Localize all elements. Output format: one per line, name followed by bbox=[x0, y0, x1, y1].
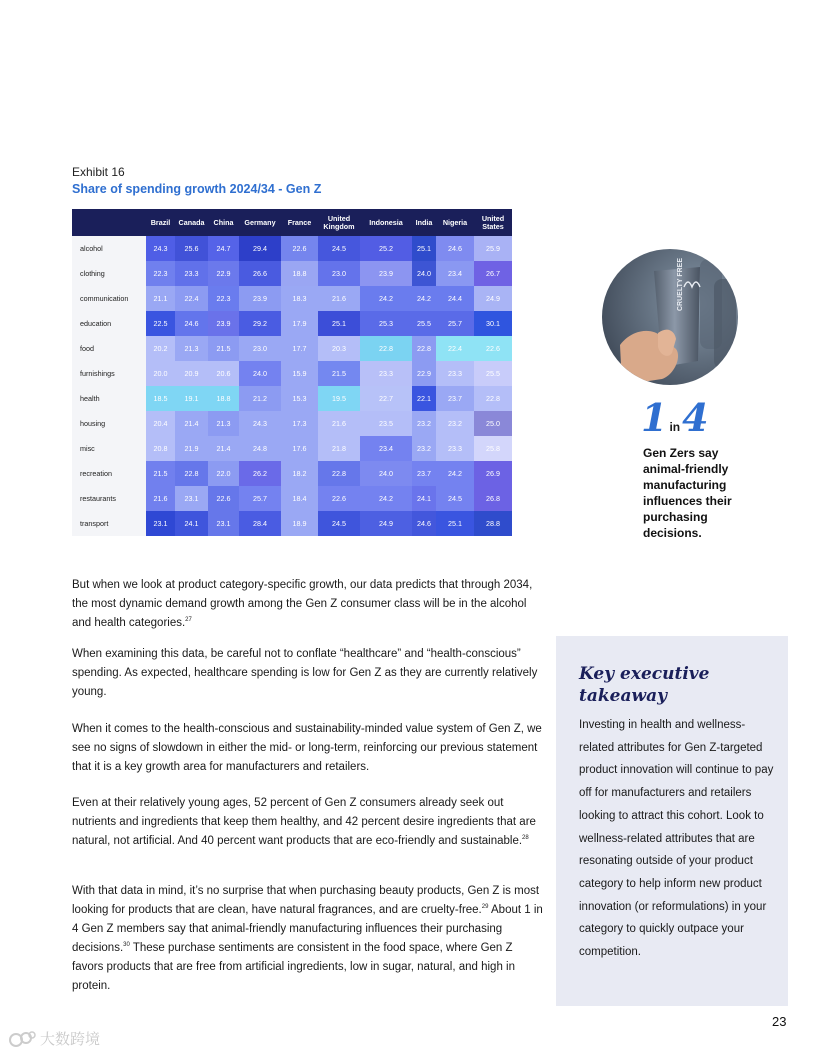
heatmap-cell: 21.4 bbox=[175, 411, 208, 436]
heatmap-cell: 21.2 bbox=[239, 386, 281, 411]
page-number: 23 bbox=[772, 1014, 787, 1029]
heatmap-cell: 24.2 bbox=[360, 486, 412, 511]
row-label: communication bbox=[72, 286, 146, 311]
heatmap-cell: 21.6 bbox=[318, 286, 360, 311]
heatmap-cell: 24.2 bbox=[360, 286, 412, 311]
cruelty-free-product-photo bbox=[602, 249, 738, 385]
heatmap-cell: 22.8 bbox=[474, 386, 512, 411]
heatmap-body bbox=[72, 236, 512, 536]
footnote-ref: 30 bbox=[123, 942, 130, 949]
heatmap-cell: 17.3 bbox=[281, 411, 318, 436]
heatmap-cell: 18.8 bbox=[281, 261, 318, 286]
heatmap-cell: 25.6 bbox=[175, 236, 208, 261]
heatmap-cell: 18.4 bbox=[281, 486, 318, 511]
takeaway-body: Investing in health and wellness-related attributes for Gen Z-targeted product innovation will continue to pay off for manufacturers and retailers looking to attract this cohort. Look to wellness-related attributes that are resonating outside of your product category to help inform new product innovation (or reformulations) in your category to quickly outpace your competition. bbox=[579, 719, 774, 959]
heatmap-cell: 22.0 bbox=[208, 461, 239, 486]
stat-caption: Gen Zers say animal-friendly manufacturing influences their purchasing decisions. bbox=[643, 446, 732, 540]
heatmap-cell: 15.3 bbox=[281, 386, 318, 411]
heatmap-cell: 21.3 bbox=[175, 336, 208, 361]
heatmap-row bbox=[72, 386, 512, 411]
heatmap-cell: 25.7 bbox=[239, 486, 281, 511]
paragraph-text: About 1 in 4 Gen Z members say that animal-friendly manufacturing influences their purchasing decisions. bbox=[72, 904, 543, 954]
heatmap-cell: 23.1 bbox=[146, 511, 175, 536]
column-header: China bbox=[208, 209, 239, 236]
exhibit-label: Exhibit 16 bbox=[72, 165, 125, 179]
heatmap-cell: 23.0 bbox=[239, 336, 281, 361]
heatmap-corner-cell bbox=[72, 209, 146, 236]
key-takeaway-box bbox=[556, 636, 788, 1006]
heatmap-cell: 24.7 bbox=[208, 236, 239, 261]
tube-label-text: CRUELTY FREE bbox=[677, 257, 684, 311]
heatmap-row bbox=[72, 311, 512, 336]
heatmap-cell: 24.1 bbox=[412, 486, 436, 511]
heatmap-cell: 18.3 bbox=[281, 286, 318, 311]
paragraph-text: Even at their relatively young ages, 52 percent of Gen Z consumers already seek out nutrients and ingredients that keep them healthy, and 42 percent desire ingredients that are natural, not artificial. And 40 percent want products that are eco-friendly and sustainable. bbox=[72, 797, 536, 847]
row-label: transport bbox=[72, 511, 146, 536]
heatmap-cell: 22.4 bbox=[175, 286, 208, 311]
heatmap-cell: 20.0 bbox=[146, 361, 175, 386]
heatmap-cell: 26.2 bbox=[239, 461, 281, 486]
body-paragraph bbox=[72, 576, 546, 633]
heatmap-cell: 24.5 bbox=[318, 236, 360, 261]
heatmap-cell: 20.6 bbox=[208, 361, 239, 386]
heatmap-cell: 22.8 bbox=[318, 461, 360, 486]
heatmap-cell: 17.9 bbox=[281, 311, 318, 336]
row-label: misc bbox=[72, 436, 146, 461]
heatmap-cell: 24.8 bbox=[239, 436, 281, 461]
heatmap-cell: 22.5 bbox=[146, 311, 175, 336]
heatmap-cell: 24.0 bbox=[360, 461, 412, 486]
heatmap-cell: 24.5 bbox=[436, 486, 474, 511]
row-label: education bbox=[72, 311, 146, 336]
heatmap-cell: 24.0 bbox=[412, 261, 436, 286]
column-header: United Kingdom bbox=[318, 209, 360, 236]
heatmap-cell: 20.4 bbox=[146, 411, 175, 436]
heatmap-row bbox=[72, 236, 512, 261]
heatmap-cell: 25.2 bbox=[360, 236, 412, 261]
heatmap-cell: 18.8 bbox=[208, 386, 239, 411]
heatmap-cell: 25.3 bbox=[360, 311, 412, 336]
column-header: Canada bbox=[175, 209, 208, 236]
product-photo-illustration bbox=[602, 249, 738, 385]
heatmap-cell: 23.2 bbox=[412, 411, 436, 436]
heatmap-cell: 24.2 bbox=[412, 286, 436, 311]
heatmap-cell: 21.5 bbox=[146, 461, 175, 486]
heatmap-cell: 22.8 bbox=[412, 336, 436, 361]
stat-in-word: in bbox=[669, 420, 681, 434]
footnote-ref: 29 bbox=[481, 904, 489, 911]
spending-growth-heatmap bbox=[72, 209, 512, 536]
heatmap-cell: 24.9 bbox=[360, 511, 412, 536]
heatmap-cell: 20.3 bbox=[318, 336, 360, 361]
heatmap-cell: 21.4 bbox=[208, 436, 239, 461]
row-label: alcohol bbox=[72, 236, 146, 261]
heatmap-cell: 24.6 bbox=[436, 236, 474, 261]
heatmap-cell: 22.4 bbox=[436, 336, 474, 361]
heatmap-cell: 23.1 bbox=[208, 511, 239, 536]
column-header: Nigeria bbox=[436, 209, 474, 236]
heatmap-cell: 21.5 bbox=[318, 361, 360, 386]
body-paragraph bbox=[72, 794, 546, 851]
heatmap-cell: 25.8 bbox=[474, 436, 512, 461]
heatmap-cell: 22.6 bbox=[474, 336, 512, 361]
watermark-logo-icon bbox=[8, 1029, 36, 1049]
heatmap-cell: 23.2 bbox=[436, 411, 474, 436]
heatmap-cell: 26.7 bbox=[474, 261, 512, 286]
heatmap-cell: 22.8 bbox=[175, 461, 208, 486]
heatmap-cell: 25.1 bbox=[436, 511, 474, 536]
heatmap-row bbox=[72, 286, 512, 311]
heatmap-cell: 18.5 bbox=[146, 386, 175, 411]
heatmap-cell: 25.9 bbox=[474, 236, 512, 261]
watermark-text: 大数跨境 bbox=[40, 1031, 101, 1048]
heatmap-cell: 19.1 bbox=[175, 386, 208, 411]
heatmap-cell: 25.0 bbox=[474, 411, 512, 436]
heatmap-cell: 23.9 bbox=[360, 261, 412, 286]
heatmap-cell: 30.1 bbox=[474, 311, 512, 336]
heatmap-cell: 23.9 bbox=[208, 311, 239, 336]
row-label: furnishings bbox=[72, 361, 146, 386]
heatmap-cell: 24.3 bbox=[239, 411, 281, 436]
heatmap-row bbox=[72, 336, 512, 361]
heatmap-row bbox=[72, 436, 512, 461]
stat-number-one: 1 bbox=[641, 395, 668, 440]
row-label: restaurants bbox=[72, 486, 146, 511]
heatmap-cell: 26.9 bbox=[474, 461, 512, 486]
exhibit-title: Share of spending growth 2024/34 - Gen Z bbox=[72, 182, 322, 196]
heatmap-cell: 22.6 bbox=[281, 236, 318, 261]
heatmap-row bbox=[72, 361, 512, 386]
heatmap-cell: 17.7 bbox=[281, 336, 318, 361]
heatmap-cell: 22.8 bbox=[360, 336, 412, 361]
heatmap-cell: 25.1 bbox=[412, 236, 436, 261]
heatmap-cell: 24.3 bbox=[146, 236, 175, 261]
heatmap-cell: 23.5 bbox=[360, 411, 412, 436]
heatmap-cell: 21.8 bbox=[318, 436, 360, 461]
paragraph-text: These purchase sentiments are consistent in the food space, where Gen Z favors products that are free from artificial ingredients, low in sugar, natural, and high in protein. bbox=[72, 942, 515, 992]
heatmap-cell: 29.2 bbox=[239, 311, 281, 336]
heatmap-cell: 22.3 bbox=[208, 286, 239, 311]
heatmap-row bbox=[72, 511, 512, 536]
heatmap-cell: 22.6 bbox=[318, 486, 360, 511]
heatmap-cell: 23.9 bbox=[239, 286, 281, 311]
footnote-ref: 28 bbox=[522, 835, 529, 842]
heatmap-header-row bbox=[72, 209, 512, 236]
heatmap-cell: 23.7 bbox=[412, 461, 436, 486]
row-label: food bbox=[72, 336, 146, 361]
heatmap-cell: 20.2 bbox=[146, 336, 175, 361]
body-paragraph: When examining this data, be careful not to conflate “healthcare” and “health-conscious” spending. As expected, healthcare spending is low for Gen Z as they are currently relatively young. bbox=[72, 648, 538, 698]
heatmap-cell: 23.4 bbox=[360, 436, 412, 461]
stat-one-in-four bbox=[641, 395, 709, 447]
heatmap-cell: 23.0 bbox=[318, 261, 360, 286]
heatmap-cell: 24.2 bbox=[436, 461, 474, 486]
heatmap-cell: 23.3 bbox=[175, 261, 208, 286]
heatmap-cell: 22.9 bbox=[208, 261, 239, 286]
column-header: France bbox=[281, 209, 318, 236]
footnote-ref: 27 bbox=[185, 617, 192, 624]
heatmap-cell: 24.9 bbox=[474, 286, 512, 311]
body-paragraph bbox=[72, 882, 546, 996]
heatmap-cell: 22.7 bbox=[360, 386, 412, 411]
heatmap-cell: 25.7 bbox=[436, 311, 474, 336]
heatmap-cell: 21.1 bbox=[146, 286, 175, 311]
heatmap-cell: 26.6 bbox=[239, 261, 281, 286]
heatmap-cell: 22.6 bbox=[208, 486, 239, 511]
heatmap-cell: 24.0 bbox=[239, 361, 281, 386]
row-label: housing bbox=[72, 411, 146, 436]
heatmap-cell: 25.1 bbox=[318, 311, 360, 336]
heatmap-cell: 26.8 bbox=[474, 486, 512, 511]
heatmap-cell: 15.9 bbox=[281, 361, 318, 386]
heatmap-cell: 29.4 bbox=[239, 236, 281, 261]
heatmap-cell: 17.6 bbox=[281, 436, 318, 461]
column-header: Germany bbox=[239, 209, 281, 236]
column-header: Indonesia bbox=[360, 209, 412, 236]
stat-number-four: 4 bbox=[682, 395, 709, 440]
heatmap-cell: 22.9 bbox=[412, 361, 436, 386]
heatmap-cell: 18.9 bbox=[281, 511, 318, 536]
heatmap-cell: 23.3 bbox=[436, 361, 474, 386]
heatmap-cell: 22.1 bbox=[412, 386, 436, 411]
heatmap-cell: 23.3 bbox=[360, 361, 412, 386]
paragraph-text: With that data in mind, it’s no surprise that when purchasing beauty products, Gen Z is most looking for products that are clean, have natural fragrances, and are cruelty-free. bbox=[72, 885, 540, 916]
heatmap-cell: 24.4 bbox=[436, 286, 474, 311]
paragraph-text: But when we look at product category-specific growth, our data predicts that through 2034, the most dynamic demand growth among the Gen Z consumer class will be in the alcohol and health categories. bbox=[72, 579, 533, 629]
heatmap-cell: 24.6 bbox=[175, 311, 208, 336]
heatmap-row bbox=[72, 411, 512, 436]
heatmap-cell: 24.1 bbox=[175, 511, 208, 536]
heatmap-cell: 28.8 bbox=[474, 511, 512, 536]
row-label: health bbox=[72, 386, 146, 411]
heatmap-cell: 18.2 bbox=[281, 461, 318, 486]
heatmap-row bbox=[72, 486, 512, 511]
heatmap-cell: 23.7 bbox=[436, 386, 474, 411]
heatmap-row bbox=[72, 261, 512, 286]
heatmap-cell: 24.5 bbox=[318, 511, 360, 536]
column-header: United States bbox=[474, 209, 512, 236]
row-label: recreation bbox=[72, 461, 146, 486]
heatmap-cell: 20.8 bbox=[146, 436, 175, 461]
column-header: India bbox=[412, 209, 436, 236]
heatmap-row bbox=[72, 461, 512, 486]
heatmap-cell: 21.3 bbox=[208, 411, 239, 436]
heatmap-cell: 21.6 bbox=[318, 411, 360, 436]
heatmap-cell: 23.2 bbox=[412, 436, 436, 461]
body-paragraph: When it comes to the health-conscious and sustainability-minded value system of Gen Z, we see no signs of slowdown in either the mid- or long-term, reinforcing our previous statement that it is a key growth area for manufacturers and retailers. bbox=[72, 723, 542, 773]
heatmap-cell: 24.6 bbox=[412, 511, 436, 536]
column-header: Brazil bbox=[146, 209, 175, 236]
heatmap-cell: 23.4 bbox=[436, 261, 474, 286]
heatmap-cell: 23.3 bbox=[436, 436, 474, 461]
watermark bbox=[8, 1028, 100, 1049]
heatmap-cell: 25.5 bbox=[412, 311, 436, 336]
heatmap-cell: 21.5 bbox=[208, 336, 239, 361]
heatmap-cell: 25.5 bbox=[474, 361, 512, 386]
heatmap-cell: 23.1 bbox=[175, 486, 208, 511]
heatmap-cell: 28.4 bbox=[239, 511, 281, 536]
heatmap-cell: 21.6 bbox=[146, 486, 175, 511]
takeaway-title: Key executive takeaway bbox=[579, 664, 710, 706]
heatmap-cell: 19.5 bbox=[318, 386, 360, 411]
heatmap-cell: 21.9 bbox=[175, 436, 208, 461]
row-label: clothing bbox=[72, 261, 146, 286]
heatmap-cell: 22.3 bbox=[146, 261, 175, 286]
heatmap-cell: 20.9 bbox=[175, 361, 208, 386]
